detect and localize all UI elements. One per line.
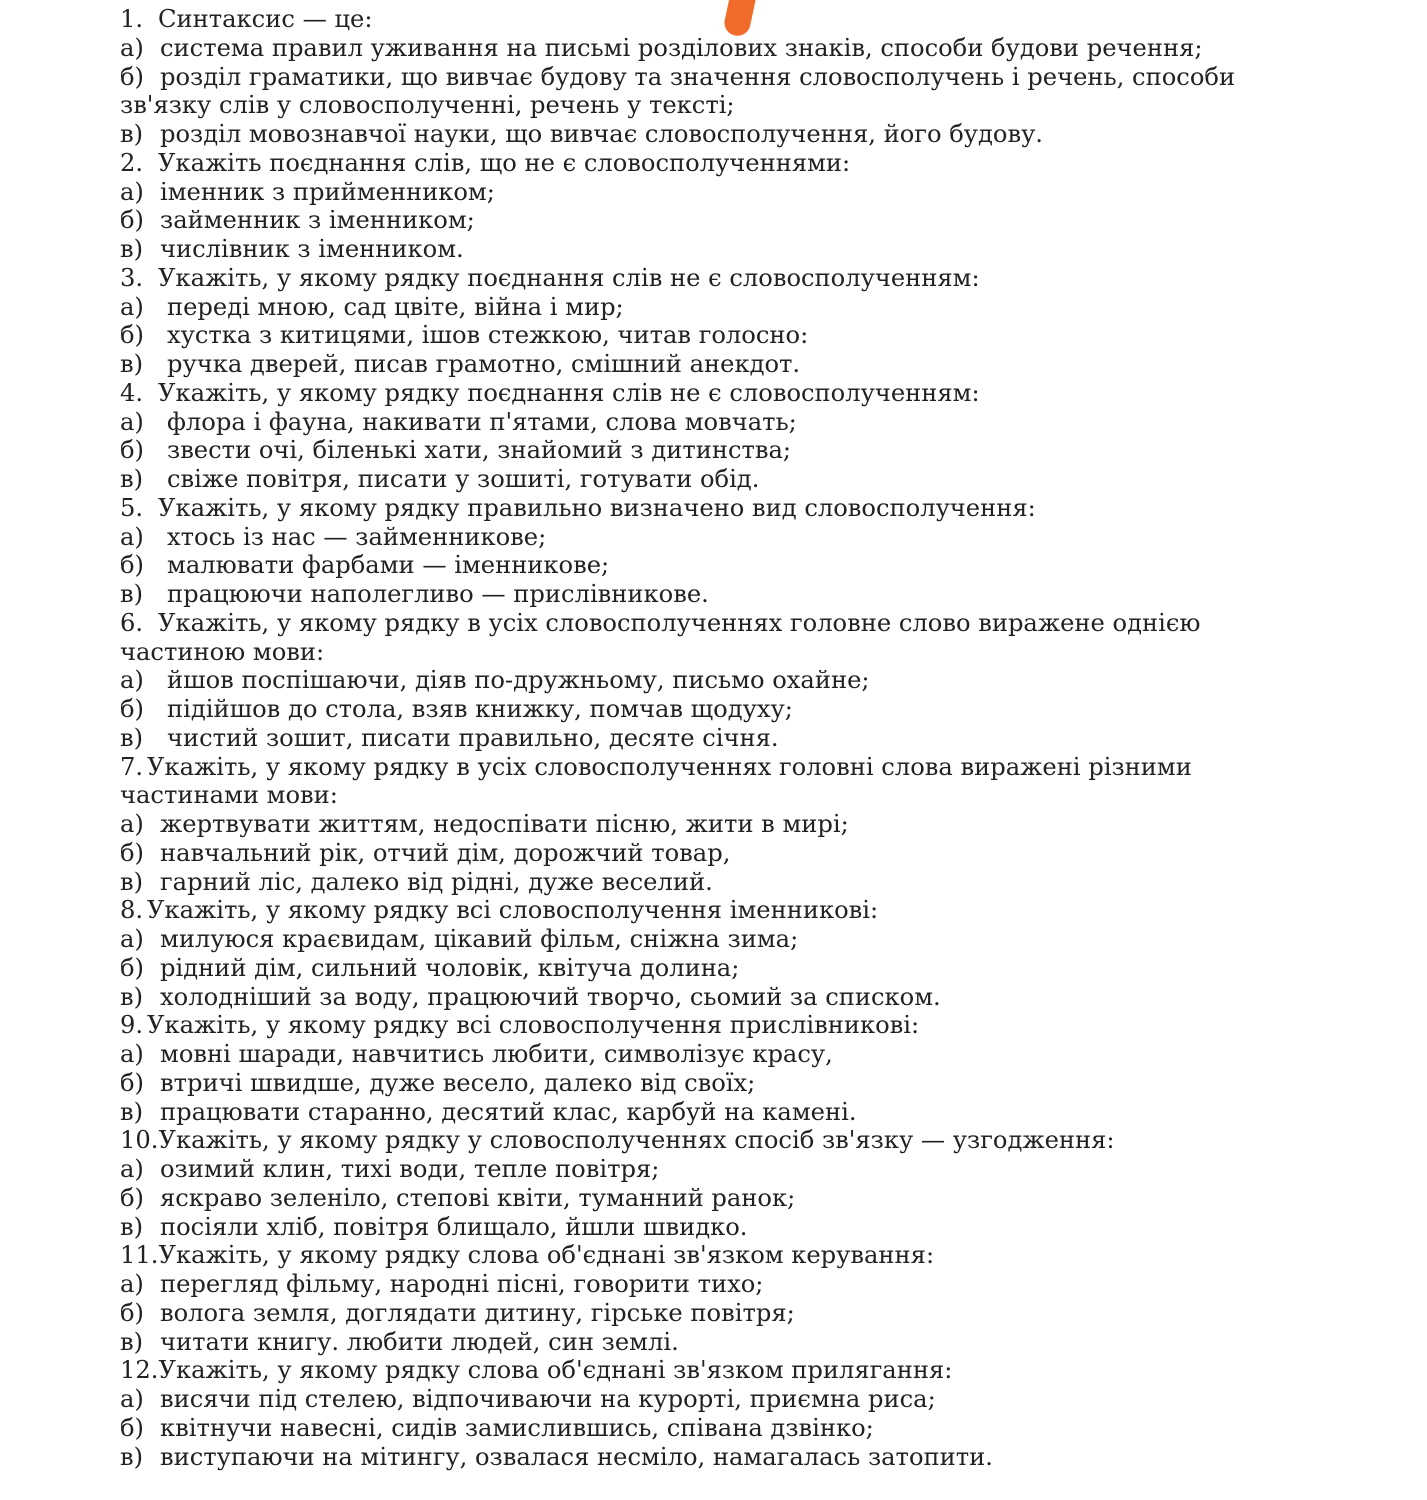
answer-option — [120, 1443, 1260, 1472]
question-text: Укажіть, у якому рядку в усіх словосполученнях головне слово виражене однією — [158, 608, 1201, 637]
option-letter: а) — [120, 292, 144, 321]
answer-option — [120, 1155, 1260, 1184]
cropped-header-text — [520, 0, 1040, 4]
option-letter: б) — [120, 206, 144, 235]
option-text: посіяли хліб, повітря блищало, йшли швидко. — [160, 1212, 748, 1241]
option-text: милуюся краєвидам, цікавий фільм, сніжна зима; — [160, 925, 799, 953]
option-letter: б) — [120, 838, 144, 867]
question-text: Укажіть, у якому рядку слова об'єднані зв'язком прилягання: — [158, 1356, 953, 1385]
option-text: волога земля, доглядати дитину, гірське повітря; — [160, 1298, 795, 1327]
question-number: 3. — [120, 263, 144, 292]
question-8 — [120, 896, 1260, 925]
option-text: іменник з прийменником; — [160, 177, 495, 206]
question-10 — [120, 1126, 1260, 1155]
option-letter: в) — [120, 120, 144, 148]
option-letter: в) — [120, 982, 144, 1011]
option-letter: б) — [120, 436, 144, 465]
answer-option — [120, 293, 1260, 322]
option-letter: а) — [120, 1270, 144, 1298]
question-6 — [120, 609, 1260, 638]
option-letter: в) — [120, 723, 144, 752]
option-text: система правил уживання на письмі розділових знаків, способи будови речення; — [160, 33, 1203, 62]
question-9 — [120, 1011, 1260, 1040]
answer-option — [120, 178, 1260, 207]
option-text-continuation: зв'язку слів у словосполученні, речень у тексті; — [120, 91, 735, 120]
option-letter: в) — [120, 1442, 144, 1471]
question-number: 7. — [120, 752, 144, 781]
question-number: 8. — [120, 896, 144, 925]
option-letter: а) — [120, 177, 144, 206]
answer-option — [120, 925, 1260, 954]
option-text: звести очі, біленькі хати, знайомий з дитинства; — [167, 436, 792, 465]
answer-option — [120, 810, 1260, 839]
answer-option — [120, 350, 1260, 379]
answer-option — [120, 63, 1260, 92]
option-text: працювати старанно, десятий клас, карбуй на камені. — [160, 1097, 857, 1126]
question-5 — [120, 494, 1260, 523]
answer-option — [120, 465, 1260, 494]
answer-option — [120, 1184, 1260, 1213]
question-text-continuation: частиною мови: — [120, 637, 325, 666]
answer-option — [120, 120, 1260, 149]
answer-option — [120, 1328, 1260, 1357]
question-text: Укажіть, у якому рядку поєднання слів не є словосполученням: — [158, 263, 980, 292]
option-letter: в) — [120, 465, 144, 493]
answer-option — [120, 34, 1260, 63]
option-letter: б) — [120, 953, 144, 982]
answer-option — [120, 580, 1260, 609]
answer-option — [120, 1213, 1260, 1242]
option-text: розділ мовознавчої науки, що вивчає словосполучення, його будову. — [160, 120, 1043, 148]
option-text: озимий клин, тихі води, тепле повітря; — [160, 1155, 660, 1183]
answer-option — [120, 954, 1260, 983]
option-letter: а) — [120, 1155, 144, 1183]
option-letter: в) — [120, 1097, 144, 1126]
option-letter: а) — [120, 925, 144, 953]
question-number: 2. — [120, 148, 144, 177]
option-text: гарний ліс, далеко від рідні, дуже веселий. — [160, 867, 713, 896]
question-number: 9. — [120, 1011, 144, 1040]
option-letter: а) — [120, 522, 144, 551]
option-letter: б) — [120, 695, 144, 723]
question-11 — [120, 1241, 1260, 1270]
option-text: чистий зошит, писати правильно, десяте січня. — [167, 723, 779, 752]
option-letter: б) — [120, 551, 144, 580]
option-text: втричі швидше, дуже весело, далеко від своїх; — [160, 1068, 756, 1097]
option-letter: б) — [120, 62, 144, 91]
question-number: 5. — [120, 493, 144, 522]
question-3 — [120, 264, 1260, 293]
question-number: 12. — [120, 1356, 159, 1385]
option-letter: б) — [120, 1298, 144, 1327]
answer-option — [120, 235, 1260, 264]
answer-option — [120, 1299, 1260, 1328]
answer-option — [120, 1385, 1260, 1414]
question-number: 11. — [120, 1241, 159, 1270]
option-letter: в) — [120, 235, 144, 263]
question-12 — [120, 1356, 1260, 1385]
option-text: мовні шаради, навчитись любити, символізує красу, — [160, 1040, 833, 1068]
option-letter: б) — [120, 1183, 144, 1212]
question-text: Укажіть, у якому рядку у словосполученнях спосіб зв'язку — узгодження: — [158, 1126, 1115, 1155]
answer-option — [120, 724, 1260, 753]
option-text: квітнучи навесні, сидів замислившись, співана дзвінко; — [160, 1413, 874, 1442]
option-letter: а) — [120, 1040, 144, 1068]
option-text: переді мною, сад цвіте, війна і мир; — [167, 292, 624, 321]
option-letter: в) — [120, 580, 144, 608]
option-letter: а) — [120, 33, 144, 62]
option-text: хтось із нас — займенникове; — [167, 522, 547, 551]
answer-option — [120, 551, 1260, 580]
option-text: числівник з іменником. — [160, 235, 464, 263]
answer-option — [120, 666, 1260, 695]
answer-option — [120, 1414, 1260, 1443]
option-letter: в) — [120, 1212, 144, 1241]
question-4 — [120, 379, 1260, 408]
option-text: працюючи наполегливо — прислівникове. — [167, 580, 709, 608]
answer-option — [120, 839, 1260, 868]
option-text: виступаючи на мітингу, озвалася несміло, намагалась затопити. — [160, 1442, 993, 1471]
answer-option — [120, 1040, 1260, 1069]
answer-option — [120, 408, 1260, 437]
answer-option — [120, 1098, 1260, 1127]
answer-option — [120, 868, 1260, 897]
question-1 — [120, 5, 1260, 34]
option-letter: а) — [120, 1385, 144, 1413]
option-letter: б) — [120, 321, 144, 350]
option-text: флора і фауна, накивати п'ятами, слова мовчать; — [167, 407, 797, 436]
question-text: Укажіть, у якому рядку поєднання слів не є словосполученням: — [158, 378, 980, 407]
option-text: жертвувати життям, недоспівати пісню, жити в мирі; — [160, 810, 849, 838]
question-text-continuation: частинами мови: — [120, 781, 338, 810]
option-text: висячи під стелею, відпочиваючи на курорті, приємна риса; — [160, 1385, 936, 1413]
option-text: підійшов до стола, взяв книжку, помчав щодуху; — [167, 695, 793, 723]
answer-option — [120, 983, 1260, 1012]
option-letter: б) — [120, 1413, 144, 1442]
option-text: яскраво зеленіло, степові квіти, туманний ранок; — [160, 1183, 796, 1212]
answer-option — [120, 1069, 1260, 1098]
option-text: читати книгу. любити людей, син землі. — [160, 1327, 679, 1356]
option-text: ручка дверей, писав грамотно, смішний анекдот. — [167, 350, 801, 378]
quiz-document — [120, 5, 1260, 1471]
option-text: перегляд фільму, народні пісні, говорити тихо; — [160, 1270, 764, 1298]
question-number: 4. — [120, 378, 144, 407]
option-text: рідний дім, сильний чоловік, квітуча долина; — [160, 953, 740, 982]
option-text: йшов поспішаючи, діяв по-дружньому, письмо охайне; — [167, 666, 870, 695]
option-letter: в) — [120, 1327, 144, 1356]
option-letter: в) — [120, 867, 144, 896]
question-text: Укажіть, у якому рядку правильно визначено вид словосполучення: — [158, 493, 1036, 522]
answer-option — [120, 321, 1260, 350]
question-text: Укажіть поєднання слів, що не є словосполученнями: — [158, 148, 851, 177]
question-text: Укажіть, у якому рядку всі словосполучення прислівникові: — [147, 1011, 920, 1040]
option-letter: а) — [120, 666, 144, 695]
option-letter: б) — [120, 1068, 144, 1097]
answer-option — [120, 695, 1260, 724]
answer-option — [120, 436, 1260, 465]
option-text: малювати фарбами — іменникове; — [167, 551, 610, 580]
question-text: Укажіть, у якому рядку в усіх словосполученнях головні слова виражені різними — [147, 752, 1192, 781]
option-text: розділ граматики, що вивчає будову та значення словосполучень і речень, способи — [160, 62, 1236, 91]
option-text: хустка з китицями, ішов стежкою, читав голосно: — [167, 321, 809, 350]
question-text: Укажіть, у якому рядку слова об'єднані зв'язком керування: — [158, 1241, 935, 1270]
question-7 — [120, 753, 1260, 782]
question-number: 1. — [120, 5, 144, 33]
option-letter: а) — [120, 407, 144, 436]
answer-option — [120, 206, 1260, 235]
question-text: Укажіть, у якому рядку всі словосполучення іменникові: — [147, 896, 879, 925]
question-number: 10. — [120, 1126, 159, 1155]
option-text: навчальний рік, отчий дім, дорожчий товар, — [160, 838, 731, 867]
question-2 — [120, 149, 1260, 178]
answer-option — [120, 523, 1260, 552]
question-number: 6. — [120, 608, 144, 637]
option-letter: а) — [120, 810, 144, 838]
answer-option — [120, 1270, 1260, 1299]
option-text: свіже повітря, писати у зошиті, готувати обід. — [167, 465, 760, 493]
option-text: займенник з іменником; — [160, 206, 475, 235]
option-letter: в) — [120, 350, 144, 378]
option-text: холодніший за воду, працюючий творчо, сьомий за списком. — [160, 982, 941, 1011]
question-text: Синтаксис — це: — [158, 5, 373, 33]
